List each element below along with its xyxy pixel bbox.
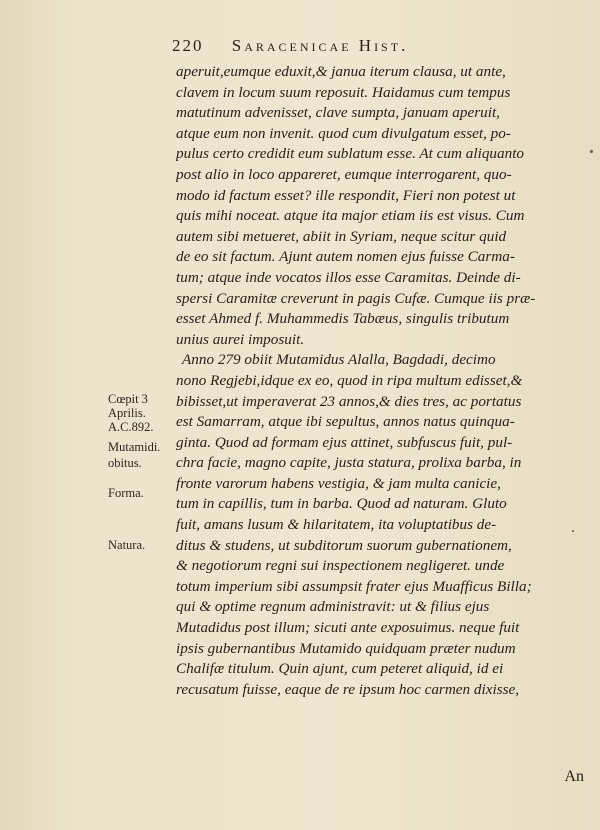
- text-line: & negotiorum regni sui inspectionem negligeret. unde: [176, 557, 505, 575]
- text-line: ipsis gubernantibus Mutamido quidquam præter nudum: [176, 639, 516, 657]
- text-line: est Samarram, atque ibi sepultus, annos natus quinqua-: [176, 413, 515, 431]
- ink-speck: [590, 150, 593, 153]
- text-line: tum in capillis, tum in barba. Quod ad naturam. Gluto: [176, 495, 507, 513]
- text-line: ditus & studens, ut subditorum suorum gubernationem,: [176, 536, 512, 554]
- catchword: An: [564, 768, 584, 785]
- text-line: unius aurei imposuit.: [176, 330, 305, 348]
- text-line: aperuit,eumque eduxit,& janua iterum clausa, ut ante,: [176, 63, 506, 80]
- text-line: recusatum fuisse, eaque de re ipsum hoc carmen dixisse,: [176, 680, 520, 698]
- margin-note: obitus.: [108, 456, 142, 470]
- text-line: Anno 279 obiit Mutamidus Alalla, Bagdadi, decimo: [182, 351, 496, 369]
- margin-note: Aprilis.: [108, 406, 146, 420]
- text-line: qui & optime regnum administravit: ut & filius ejus: [176, 598, 490, 616]
- text-line: spersi Caramitæ creverunt in pagis Cufæ. Cumque iis præ-: [176, 289, 536, 307]
- margin-note: Cœpit 3: [108, 392, 148, 406]
- text-line: Chalifæ titulum. Quin ajunt, cum peteret aliquid, id ei: [176, 660, 504, 678]
- text-line: quis mihi noceat. atque ita major etiam iis est visus. Cum: [176, 207, 525, 225]
- text-line: tum; atque inde vocatos illos esse Caramitas. Deinde di-: [176, 268, 521, 286]
- text-line: bibisset,ut imperaverat 23 annos,& dies tres, ac portatus: [176, 392, 522, 410]
- text-line: fuit, amans lusum & hilaritatem, ita voluptatibus de-: [176, 516, 497, 534]
- text-line: autem sibi metueret, abiit in Syriam, neque scitur quid: [176, 227, 507, 245]
- running-title: Saracenicae Hist.: [231, 36, 409, 55]
- text-line: post alio in loco appareret, eumque interrogarent, quo-: [176, 165, 512, 183]
- margin-note: Mutamidi.: [108, 440, 161, 454]
- body-text: [176, 62, 588, 700]
- text-line: totum imperium sibi assumpsit frater ejus Muafficus Billa;: [176, 577, 532, 595]
- text-line: matutinum advenisset, clave sumpta, januam aperuit,: [176, 104, 500, 122]
- text-line: chra facie, magno capite, justa statura, prolixa barba, in: [176, 454, 522, 472]
- text-line: atque eum non invenit. quod cum divulgatum esset, po-: [176, 124, 511, 142]
- text-line: esset Ahmed f. Muhammedis Tabæus, singulis tributum: [176, 310, 510, 328]
- text-line: fronte varorum habens vestigia, & jam multa canicie,: [176, 474, 501, 492]
- page-number: 220: [172, 36, 204, 55]
- ink-speck: [572, 530, 574, 532]
- margin-note: Forma.: [108, 486, 144, 500]
- text-line: Mutadidus post illum; sicuti ante exposuimus. neque fuit: [176, 619, 520, 637]
- text-line: nono Regjebi,idque ex eo, quod in ripa multum edisset,&: [176, 371, 523, 389]
- margin-note: A.C.892.: [108, 420, 154, 434]
- page-header: [172, 36, 408, 56]
- margin-note: Natura.: [108, 538, 146, 552]
- text-line: modo id factum esset? ille respondit, Fieri non potest ut: [176, 186, 516, 204]
- text-line: pulus certo credidit eum sublatum esse. At cum aliquanto: [176, 145, 525, 163]
- text-line: de eo sit factum. Ajunt autem nomen ejus fuisse Carma-: [176, 248, 515, 266]
- text-line: ginta. Quod ad formam ejus attinet, subfuscus fuit, pul-: [176, 433, 513, 451]
- text-line: clavem in locum suum reposuit. Haidamus cum tempus: [176, 83, 511, 101]
